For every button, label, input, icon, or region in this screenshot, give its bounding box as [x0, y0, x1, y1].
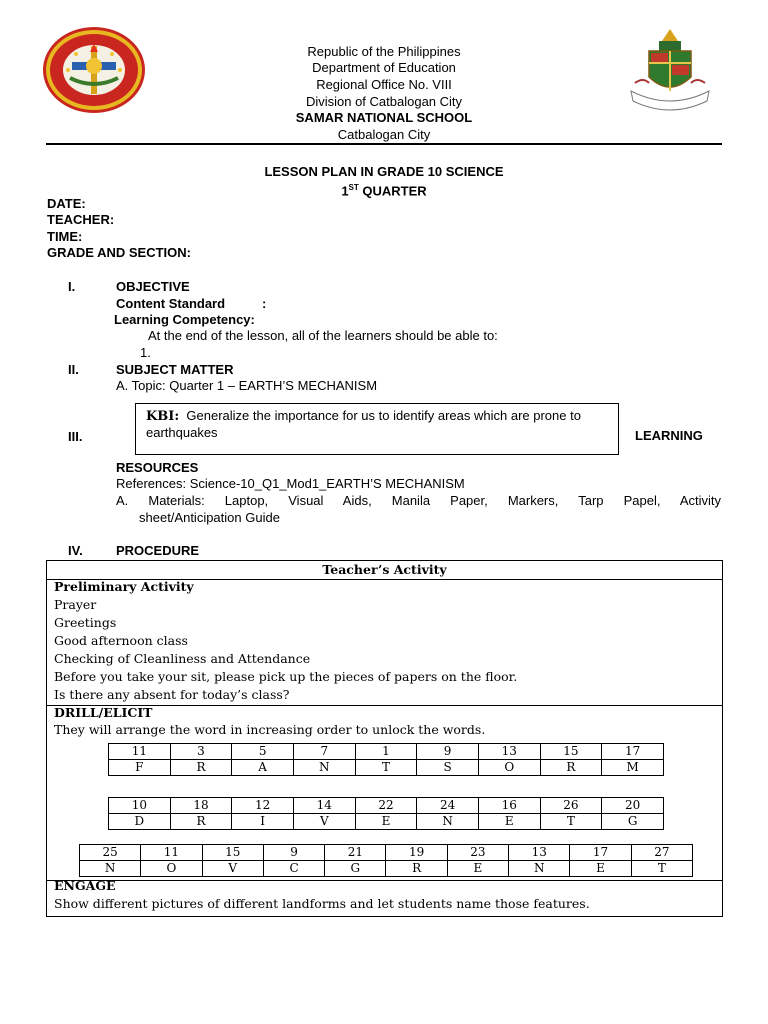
preliminary-item: Checking of Cleanliness and Attendance — [54, 651, 311, 666]
puzzle-number-cell: 22 — [355, 798, 417, 814]
materials-line-1: A. Materials: Laptop, Visual Aids, Manila Paper, Markers, Tarp Papel, Activity — [116, 493, 721, 508]
procedure-heading: PROCEDURE — [116, 543, 200, 558]
puzzle-table-3 — [79, 844, 693, 877]
engage-text: Show different pictures of different landforms and let students name those features. — [54, 896, 590, 911]
puzzle-letter-cell: A — [232, 760, 294, 776]
puzzle-number-cell: 10 — [109, 798, 171, 814]
preliminary-item: Greetings — [54, 615, 117, 630]
topic-line: A. Topic: Quarter 1 – EARTH’S MECHANISM — [116, 378, 378, 393]
puzzle-letter-cell: T — [355, 760, 417, 776]
kbi-label: KBI: — [146, 409, 180, 424]
header-divider — [46, 143, 722, 145]
puzzle-number-cell: 25 — [80, 845, 141, 861]
puzzle-number-cell: 11 — [109, 744, 171, 760]
puzzle-letter-cell: G — [325, 861, 386, 877]
puzzle-number-cell: 14 — [293, 798, 355, 814]
puzzle-letter-cell: G — [602, 814, 664, 830]
puzzle-letter-cell: N — [417, 814, 479, 830]
puzzle-number-cell: 1 — [355, 744, 417, 760]
objective-heading: OBJECTIVE — [116, 279, 190, 294]
header-line-department: Department of Education — [312, 60, 456, 75]
drill-instruction: They will arrange the word in increasing order to unlock the words. — [54, 722, 486, 737]
preliminary-heading: Preliminary Activity — [54, 579, 194, 594]
procedure-table — [46, 560, 723, 917]
content-standard-colon: : — [262, 296, 267, 311]
header-line-division: Division of Catbalogan City — [305, 94, 463, 109]
objective-intro: At the end of the lesson, all of the learners should be able to: — [148, 328, 498, 343]
puzzle-letter-cell: O — [141, 861, 202, 877]
learning-resources-number: III. — [68, 429, 83, 444]
puzzle-letter-cell: R — [170, 814, 232, 830]
materials-line-2: sheet/Anticipation Guide — [139, 510, 280, 525]
puzzle-number-cell: 15 — [540, 744, 602, 760]
puzzle-letter-cell: V — [202, 861, 263, 877]
puzzle-table-2 — [108, 797, 664, 830]
puzzle-letter-cell: R — [386, 861, 447, 877]
quarter-title — [0, 179, 768, 199]
puzzle-number-cell: 20 — [602, 798, 664, 814]
preliminary-item: Prayer — [54, 597, 97, 612]
learning-competency-label: Learning Competency: — [114, 312, 255, 327]
puzzle-letter-cell: I — [232, 814, 294, 830]
puzzle-letter-cell: D — [109, 814, 171, 830]
puzzle-number-cell: 3 — [170, 744, 232, 760]
field-teacher: TEACHER: — [47, 212, 115, 227]
puzzle-letter-cell: O — [478, 760, 540, 776]
school-name: SAMAR NATIONAL SCHOOL — [295, 110, 473, 125]
puzzle-letter-cell: E — [447, 861, 508, 877]
puzzle-number-cell: 7 — [293, 744, 355, 760]
puzzle-letter-cell: T — [540, 814, 602, 830]
objective-item-1: 1. — [140, 345, 151, 360]
puzzle-letter-cell: N — [293, 760, 355, 776]
kbi-box — [135, 403, 619, 455]
kbi-text: Generalize the importance for us to identify areas which are prone to earthquakes — [146, 408, 581, 440]
preliminary-item: Is there any absent for today’s class? — [54, 687, 290, 702]
preliminary-item: Good afternoon class — [54, 633, 188, 648]
puzzle-number-cell: 9 — [263, 845, 324, 861]
quarter-number: 1 — [341, 183, 349, 199]
puzzle-number-cell: 5 — [232, 744, 294, 760]
puzzle-number-cell: 12 — [232, 798, 294, 814]
puzzle-number-cell: 19 — [386, 845, 447, 861]
quarter-superscript: ST — [348, 183, 359, 192]
procedure-table-header: Teacher’s Activity — [322, 562, 447, 577]
puzzle-letter-cell: E — [478, 814, 540, 830]
puzzle-letter-cell: C — [263, 861, 324, 877]
field-date: DATE: — [47, 196, 86, 211]
preliminary-item: Before you take your sit, please pick up the pieces of papers on the floor. — [54, 669, 518, 684]
puzzle-letter-cell: M — [602, 760, 664, 776]
puzzle-number-cell: 17 — [570, 845, 631, 861]
puzzle-letter-cell: E — [570, 861, 631, 877]
puzzle-number-cell: 18 — [170, 798, 232, 814]
references-line: References: Science-10_Q1_Mod1_EARTH’S MECHANISM — [116, 476, 465, 491]
puzzle-number-cell: 16 — [478, 798, 540, 814]
subject-matter-number: II. — [68, 362, 79, 377]
header-line-region: Regional Office No. VIII — [316, 77, 452, 92]
puzzle-number-cell: 13 — [478, 744, 540, 760]
field-grade-section: GRADE AND SECTION: — [47, 245, 191, 260]
puzzle-number-cell: 23 — [447, 845, 508, 861]
engage-divider-line — [47, 880, 722, 881]
puzzle-letter-cell: E — [355, 814, 417, 830]
puzzle-letter-cell: R — [540, 760, 602, 776]
header-line-republic: Republic of the Philippines — [307, 44, 461, 59]
engage-heading: ENGAGE — [54, 878, 116, 893]
content-standard-label: Content Standard — [116, 296, 226, 311]
objective-number: I. — [68, 279, 76, 294]
procedure-number: IV. — [68, 543, 83, 558]
quarter-word: QUARTER — [358, 183, 427, 199]
puzzle-number-cell: 24 — [417, 798, 479, 814]
puzzle-letter-cell: S — [417, 760, 479, 776]
puzzle-number-cell: 9 — [417, 744, 479, 760]
puzzle-number-cell: 26 — [540, 798, 602, 814]
puzzle-letter-cell: V — [293, 814, 355, 830]
puzzle-number-cell: 27 — [631, 845, 692, 861]
field-time: TIME: — [47, 229, 83, 244]
drill-heading: DRILL/ELICIT — [54, 705, 153, 720]
puzzle-number-cell: 11 — [141, 845, 202, 861]
puzzle-number-cell: 15 — [202, 845, 263, 861]
puzzle-letter-cell: N — [80, 861, 141, 877]
school-city: Catbalogan City — [337, 127, 431, 142]
puzzle-letter-cell: N — [509, 861, 570, 877]
puzzle-letter-cell: F — [109, 760, 171, 776]
puzzle-number-cell: 17 — [602, 744, 664, 760]
puzzle-letter-cell: T — [631, 861, 692, 877]
subject-matter-heading: SUBJECT MATTER — [116, 362, 234, 377]
learning-resources-heading-part2: RESOURCES — [116, 460, 199, 475]
lesson-plan-title: LESSON PLAN IN GRADE 10 SCIENCE — [264, 164, 504, 179]
puzzle-number-cell: 13 — [509, 845, 570, 861]
puzzle-letter-cell: R — [170, 760, 232, 776]
puzzle-table-1 — [108, 743, 664, 776]
learning-resources-heading-part1: LEARNING — [635, 428, 703, 443]
puzzle-number-cell: 21 — [325, 845, 386, 861]
